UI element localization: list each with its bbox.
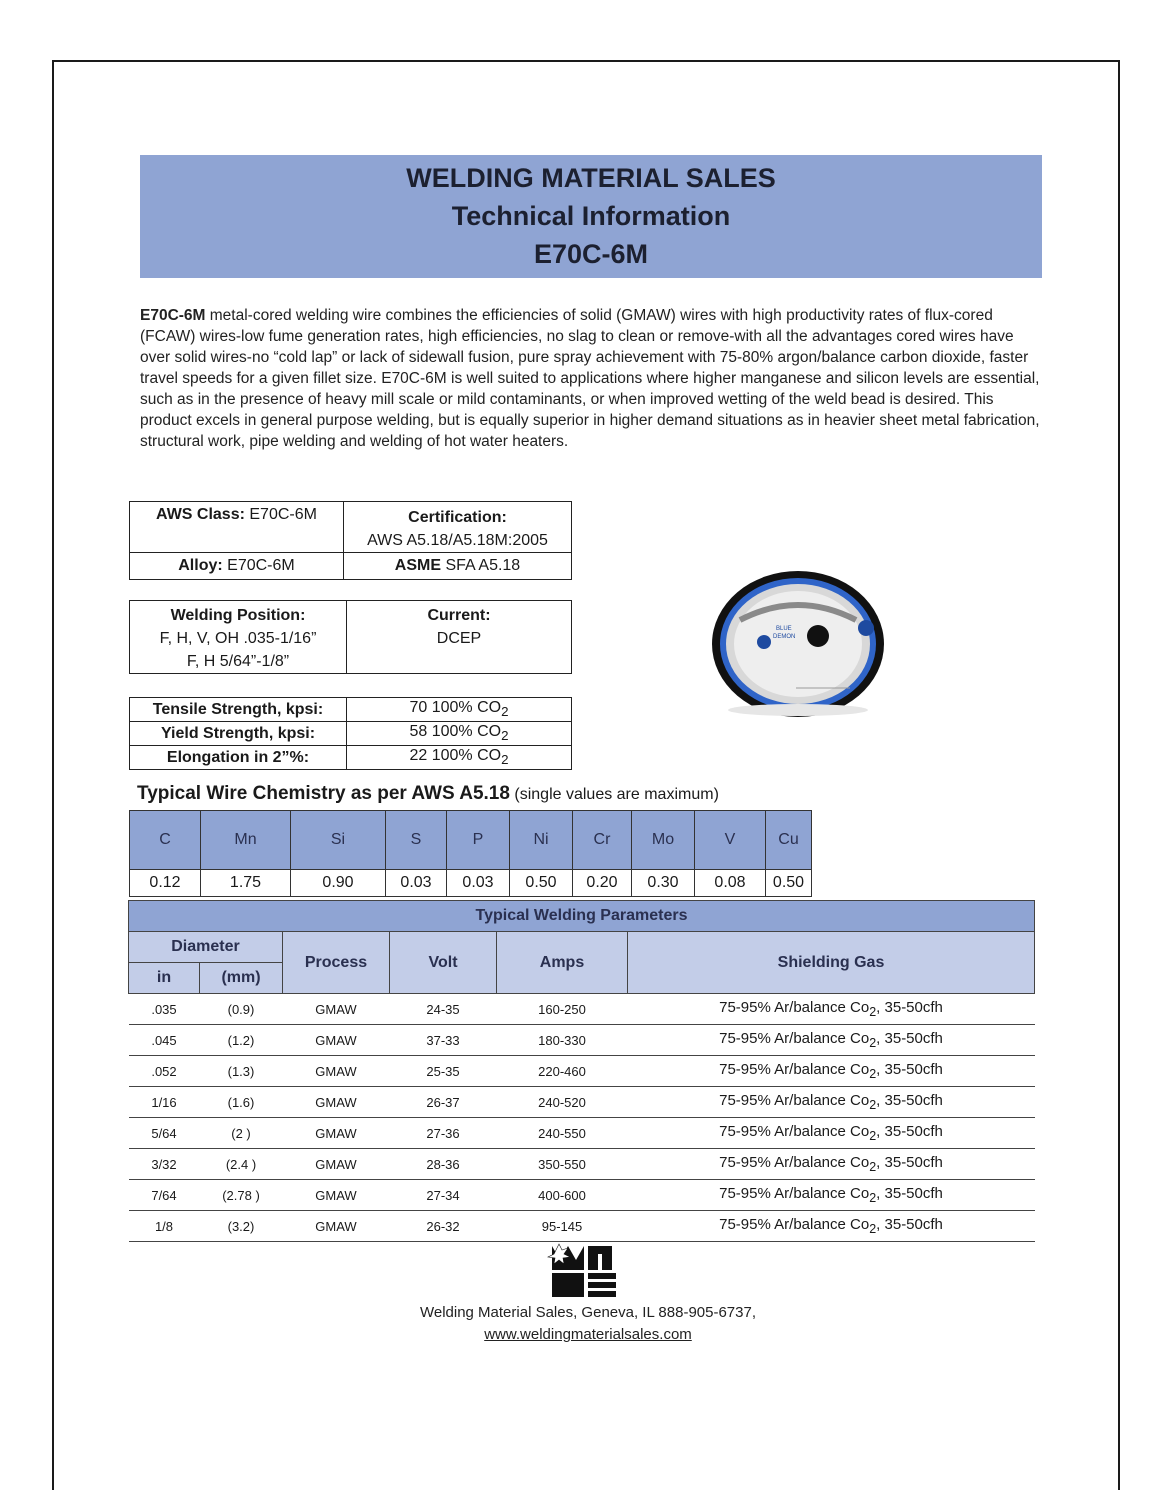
row-amps: 220-460 [497, 1056, 628, 1087]
volt-header: Volt [390, 932, 497, 994]
row-mm: (2.4 ) [200, 1149, 283, 1180]
mechanical-table [129, 697, 572, 770]
welding-position-cell: Welding Position: F, H, V, OH .035-1/16” F, H 5/64”-1/8” [130, 601, 347, 674]
chem-value: 0.03 [447, 870, 510, 897]
intro-text: metal-cored welding wire combines the efficiencies of solid (GMAW) wires with high productivity rates of flux-cored (FCAW) wires-low fume generation rates, high efficiencies, no slag to clean or remove-with all the advantages cored wires have over solid wires-no “cold lap” or lack of sidewall fusion, pure spray achievement with 75-80% argon/balance carbon dioxide, faster travel speeds for a given fillet size. E70C-6M is well suited to applications where higher manganese and silicon levels are essential, such as in the presence of heavy mill scale or mild contaminants, or when improved wetting of the weld bead is desired. This product excels in general purpose welding, but is equally superior in higher demand situations as in heavier sheet metal fabrication, structural work, pipe welding and welding of hot water heaters. [140, 307, 1040, 450]
row-gas: 75-95% Ar/balance $Co_2$, 35-50cfh [628, 1211, 1035, 1242]
row-in: 5/64 [129, 1118, 200, 1149]
mm-header: (mm) [200, 963, 283, 994]
footer-address: Welding Material Sales, Geneva, IL 888-905-6737, [419, 1304, 757, 1321]
chemistry-heading: Typical Wire Chemistry as per AWS A5.18 (single values are maximum) [137, 783, 719, 804]
chem-element: Ni [510, 811, 573, 870]
chem-element: V [695, 811, 766, 870]
intro-paragraph [140, 305, 1040, 452]
spool-brand-2: DEMON [773, 634, 796, 640]
footer-link[interactable]: www.weldingmaterialsales.com [484, 1326, 692, 1343]
row-amps: 400-600 [497, 1180, 628, 1211]
row-mm: (2.78 ) [200, 1180, 283, 1211]
row-gas: 75-95% Ar/balance $Co_2$, 35-50cfh [628, 994, 1035, 1025]
row-gas: 75-95% Ar/balance $Co_2$, 35-50cfh [628, 1056, 1035, 1087]
row-volt: 26-37 [390, 1087, 497, 1118]
row-amps: 350-550 [497, 1149, 628, 1180]
diameter-header: Diameter [129, 932, 283, 963]
row-mm: (0.9) [200, 994, 283, 1025]
yield-label: Yield Strength, kpsi: [130, 722, 347, 746]
row-volt: 27-36 [390, 1118, 497, 1149]
row-volt: 24-35 [390, 994, 497, 1025]
subtitle: Technical Information [451, 201, 731, 231]
spool-brand-1: BLUE [776, 626, 792, 632]
gas-header: Shielding Gas [628, 932, 1035, 994]
row-gas: 75-95% Ar/balance $Co_2$, 35-50cfh [628, 1087, 1035, 1118]
chemistry-table [129, 810, 812, 897]
row-amps: 240-550 [497, 1118, 628, 1149]
row-amps: 160-250 [497, 994, 628, 1025]
row-volt: 26-32 [390, 1211, 497, 1242]
params-row [129, 1180, 1035, 1211]
row-in: 7/64 [129, 1180, 200, 1211]
row-in: 1/16 [129, 1087, 200, 1118]
row-volt: 28-36 [390, 1149, 497, 1180]
row-process: GMAW [283, 1087, 390, 1118]
row-process: GMAW [283, 1149, 390, 1180]
row-in: .045 [129, 1025, 200, 1056]
chem-value: 0.30 [632, 870, 695, 897]
product-code: E70C-6M [533, 239, 649, 269]
elongation-label: Elongation in 2”%: [130, 746, 347, 770]
row-volt: 27-34 [390, 1180, 497, 1211]
row-amps: 95-145 [497, 1211, 628, 1242]
chem-element: Si [291, 811, 386, 870]
params-row [129, 1149, 1035, 1180]
row-process: GMAW [283, 1180, 390, 1211]
position-current-table [129, 600, 572, 674]
params-row [129, 994, 1035, 1025]
chem-value: 1.75 [201, 870, 291, 897]
row-in: .052 [129, 1056, 200, 1087]
chem-value: 0.03 [386, 870, 447, 897]
certification-cell: Certification: AWS A5.18/A5.18M:2005 [344, 502, 572, 553]
chem-value: 0.50 [510, 870, 573, 897]
chem-element: Cu [766, 811, 812, 870]
logo-text: WMS [546, 1242, 549, 1243]
chem-element: Mo [632, 811, 695, 870]
current-cell: Current: DCEP [347, 601, 572, 674]
params-title: Typical Welding Parameters [129, 901, 1035, 932]
row-amps: 240-520 [497, 1087, 628, 1118]
chem-value: 0.90 [291, 870, 386, 897]
wire-spool-image [700, 560, 900, 725]
company-title: WELDING MATERIAL SALES [406, 163, 776, 193]
row-process: GMAW [283, 994, 390, 1025]
row-process: GMAW [283, 1211, 390, 1242]
params-row [129, 1211, 1035, 1242]
chem-element: Cr [573, 811, 632, 870]
tensile-value: 70 100% $CO_2$ [347, 698, 572, 722]
row-gas: 75-95% Ar/balance $Co_2$, 35-50cfh [628, 1149, 1035, 1180]
chem-element: C [130, 811, 201, 870]
elongation-value: 22 100% $CO_2$ [347, 746, 572, 770]
amps-header: Amps [497, 932, 628, 994]
class-cert-table [129, 501, 572, 580]
row-gas: 75-95% Ar/balance $Co_2$, 35-50cfh [628, 1025, 1035, 1056]
params-row [129, 1025, 1035, 1056]
chem-element: S [386, 811, 447, 870]
row-in: 3/32 [129, 1149, 200, 1180]
chem-value: 0.50 [766, 870, 812, 897]
wms-logo [546, 1242, 624, 1300]
chem-value: 0.20 [573, 870, 632, 897]
row-mm: (1.6) [200, 1087, 283, 1118]
intro-lead: E70C-6M [140, 307, 206, 324]
aws-class-cell: AWS Class: E70C-6M [130, 502, 344, 553]
row-gas: 75-95% Ar/balance $Co_2$, 35-50cfh [628, 1180, 1035, 1211]
alloy-cell: Alloy: E70C-6M [130, 553, 344, 580]
params-row [129, 1087, 1035, 1118]
title-banner [140, 155, 1042, 278]
chem-value: 0.12 [130, 870, 201, 897]
row-mm: (3.2) [200, 1211, 283, 1242]
row-volt: 25-35 [390, 1056, 497, 1087]
row-mm: (1.2) [200, 1025, 283, 1056]
chem-element: Mn [201, 811, 291, 870]
tensile-label: Tensile Strength, kpsi: [130, 698, 347, 722]
row-in: 1/8 [129, 1211, 200, 1242]
row-process: GMAW [283, 1025, 390, 1056]
row-process: GMAW [283, 1056, 390, 1087]
process-header: Process [283, 932, 390, 994]
in-header: in [129, 963, 200, 994]
row-gas: 75-95% Ar/balance $Co_2$, 35-50cfh [628, 1118, 1035, 1149]
chem-value: 0.08 [695, 870, 766, 897]
welding-parameters-table [128, 900, 1035, 1242]
row-volt: 37-33 [390, 1025, 497, 1056]
row-in: .035 [129, 994, 200, 1025]
params-row [129, 1118, 1035, 1149]
asme-cell: ASME SFA A5.18 [344, 553, 572, 580]
row-mm: (2 ) [200, 1118, 283, 1149]
chem-element: P [447, 811, 510, 870]
row-mm: (1.3) [200, 1056, 283, 1087]
row-process: GMAW [283, 1118, 390, 1149]
row-amps: 180-330 [497, 1025, 628, 1056]
params-row [129, 1056, 1035, 1087]
yield-value: 58 100% $CO_2$ [347, 722, 572, 746]
